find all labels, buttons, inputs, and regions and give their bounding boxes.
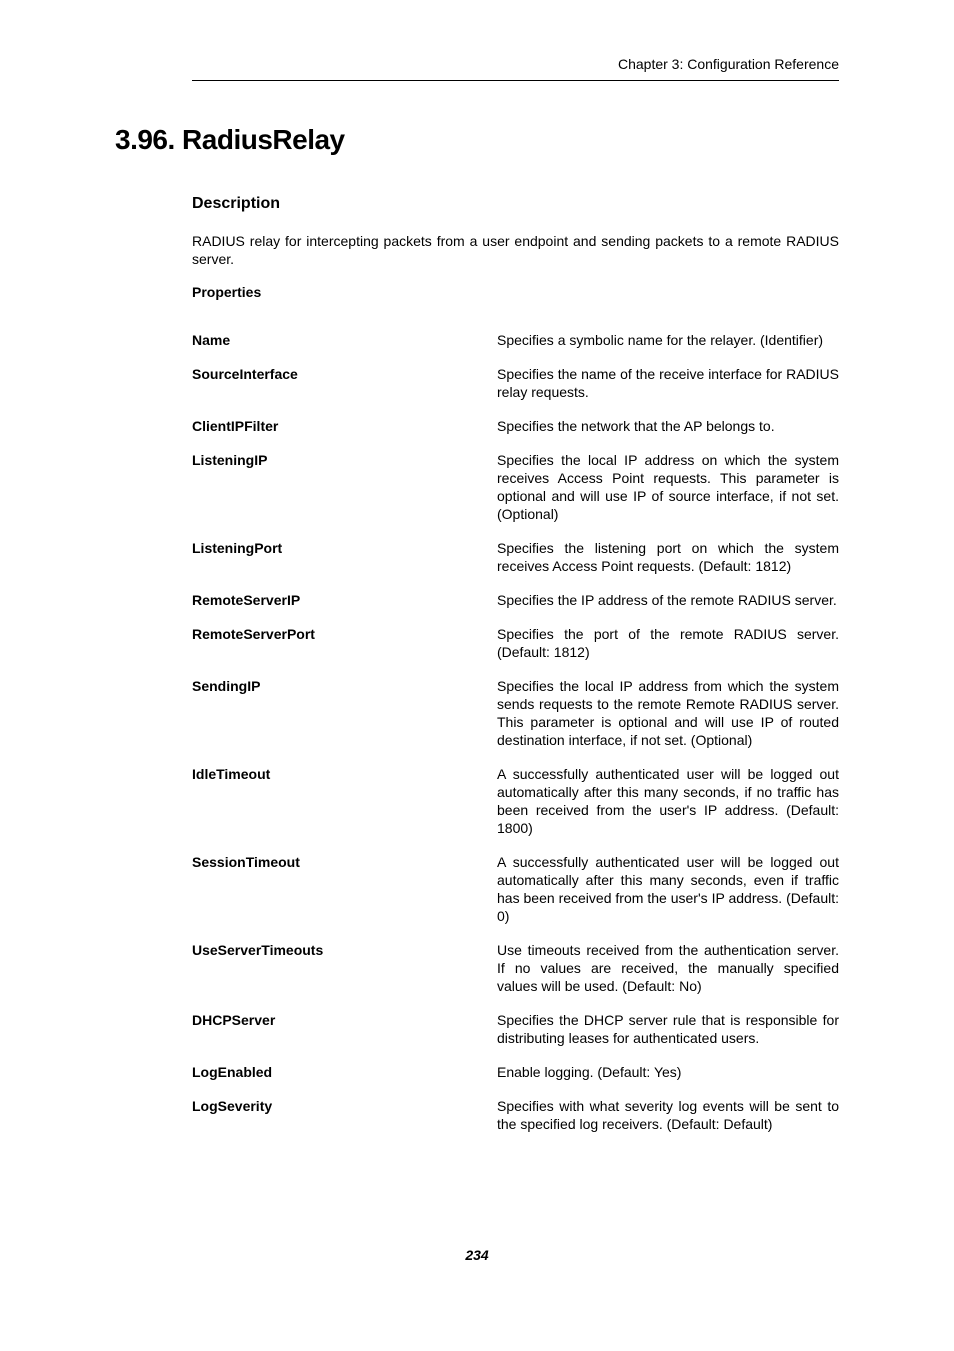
- description-text: RADIUS relay for intercepting packets from a user endpoint and sending packets to a remote RADIUS server.: [192, 233, 839, 267]
- property-row: [192, 765, 839, 837]
- property-row: [192, 591, 839, 609]
- property-description: Specifies the name of the receive interface for RADIUS relay requests.: [497, 366, 839, 400]
- property-description: Specifies the port of the remote RADIUS server. (Default: 1812): [497, 626, 839, 660]
- property-row: [192, 417, 839, 435]
- property-name: SessionTimeout: [192, 854, 300, 870]
- property-row: [192, 539, 839, 575]
- property-name: DHCPServer: [192, 1012, 276, 1028]
- property-row: [192, 625, 839, 661]
- property-row: [192, 451, 839, 523]
- property-description: Specifies the local IP address from which the system sends requests to the remote Remote RADIUS server. This parameter is optional and will use IP of routed destination interface, if not set. (Optional): [497, 678, 839, 748]
- property-row: [192, 941, 839, 995]
- running-header-title: Chapter 3: Configuration Reference: [617, 56, 839, 72]
- property-description: Specifies the listening port on which the system receives Access Point requests. (Default: 1812): [497, 540, 839, 574]
- property-description: Specifies the network that the AP belongs to.: [497, 418, 775, 434]
- property-description: A successfully authenticated user will be logged out automatically after this many seconds, even if traffic has been received from the user's IP address. (Default: 0): [497, 854, 839, 924]
- property-name: RemoteServerIP: [192, 592, 301, 608]
- property-name: Name: [192, 332, 231, 348]
- property-row: [192, 1063, 839, 1081]
- property-name: SendingIP: [192, 678, 261, 694]
- property-name: LogSeverity: [192, 1098, 273, 1114]
- property-row: [192, 331, 839, 349]
- property-description: Specifies with what severity log events will be sent to the specified log receivers. (Default: Default): [497, 1098, 839, 1132]
- property-row: [192, 853, 839, 925]
- property-description: Specifies the local IP address on which the system receives Access Point requests. This parameter is optional and will use IP of source interface, if not set. (Optional): [497, 452, 839, 522]
- properties-heading: Properties: [192, 284, 262, 300]
- property-row: [192, 365, 839, 401]
- property-description: Specifies the IP address of the remote RADIUS server.: [497, 592, 837, 608]
- running-header: [192, 55, 839, 81]
- property-description: A successfully authenticated user will be logged out automatically after this many seconds, if no traffic has been received from the user's IP address. (Default: 1800): [497, 766, 839, 836]
- property-row: [192, 677, 839, 749]
- property-row: [192, 1011, 839, 1047]
- property-name: ListeningIP: [192, 452, 268, 468]
- properties-list: [192, 331, 839, 1149]
- property-name: UseServerTimeouts: [192, 942, 324, 958]
- page-number: 234: [465, 1247, 489, 1263]
- property-description: Specifies the DHCP server rule that is responsible for distributing leases for authenticated users.: [497, 1012, 839, 1046]
- property-description: Specifies a symbolic name for the relayer. (Identifier): [497, 332, 824, 348]
- section-title: 3.96. RadiusRelay: [115, 124, 345, 155]
- property-name: RemoteServerPort: [192, 626, 315, 642]
- property-name: ListeningPort: [192, 540, 283, 556]
- property-description: Use timeouts received from the authentication server. If no values are received, the manually specified values will be used. (Default: No): [497, 942, 839, 994]
- property-name: ClientIPFilter: [192, 418, 279, 434]
- property-name: SourceInterface: [192, 366, 298, 382]
- property-name: LogEnabled: [192, 1064, 273, 1080]
- property-description: Enable logging. (Default: Yes): [497, 1064, 682, 1080]
- property-row: [192, 1097, 839, 1133]
- description-heading: Description: [192, 195, 281, 212]
- property-name: IdleTimeout: [192, 766, 271, 782]
